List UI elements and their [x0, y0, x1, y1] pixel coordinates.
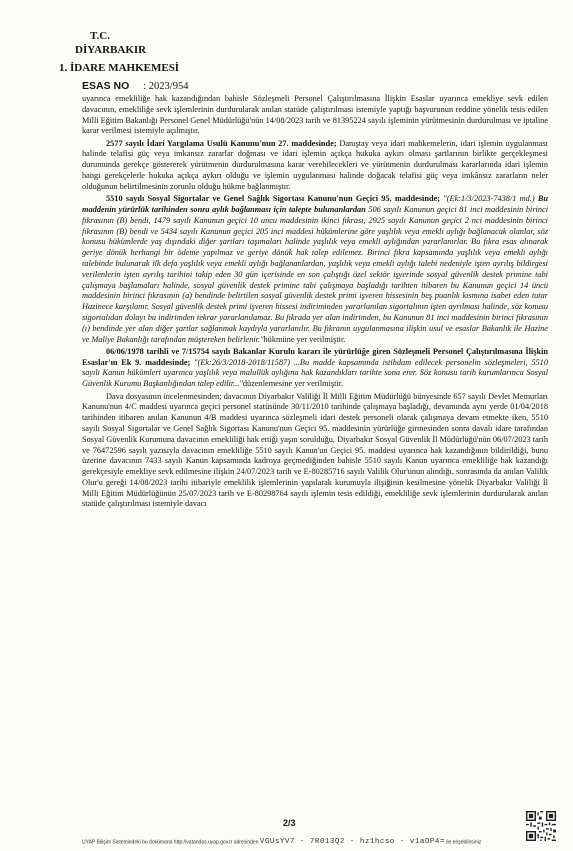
paragraph-3-emphasis: Bu maddenin yürürlük tarihinden sonra aylık bağlanması için talepte bulunanlardan — [82, 194, 548, 214]
paragraph-3-tail: hükmüne yer verilmiştir. — [263, 334, 346, 344]
paragraph-4-tail: düzenlemesine yer verilmiştir. — [242, 379, 344, 389]
paragraph-4-quote: "(Ek:26/3/2018-2018/11587) ...Bu madde kapsamında istihdam edilecek personelin sözleşmeleri, 5510 sayılı Kanun hükümleri uyarınca yaşlılık veya malullük aylığına hak kazandıkları tarihte sona erer. Söz konusu tarih kurumlarınca Sosyal Güvenlik Kurumu Başkanlığından talep edilir..." — [82, 357, 548, 389]
paragraph-2 — [82, 139, 548, 193]
paragraph-4-heading: 06/06/1978 tarihli ve 7/15754 sayılı Bakanlar Kurulu kararı ile yürürlüğe giren Sözleşmeli Personel Çalıştırılmasına İlişkin Esaslar'ın Ek 9. maddesinde; — [82, 346, 548, 367]
paragraph-5-text: Dava dosyasının incelenmesinden; davacının Diyarbakır Valiliği İl Milli Eğitim Müdürlüğü bünyesinde 657 sayılı Devlet Memurları Kanunu'nun 4/C maddesi uyarınca geçici personel statüsünde 30/11/2010 tarihinde çalışmaya başladığı, devamında aynı yerde 01/04/2018 tarihinden itibaren anılan Kanunun 4/B maddesi uyarınca sözleşmeli idari destek personeli olarak çalışmaya devam etmekte iken, 5510 sayılı Sosyal Sigortalar ve Genel Sağlık Sigortası Kanunu'nun Geçici 95. maddesinin yürürlüğe girmesinden sonra davalı idare tarafından Sosyal Güvenlik Kurumuna davacının emekliliği hak ettiği yaşın sorulduğu, Diyarbakır Sosyal Güvenlik İl Müdürlüğü'nün 06/07/2023 tarih ve 76472596 sayılı yazısıyla davacının emekliliğe 5510 sayılı Kanun'un Geçici 95. maddesi uyarınca hak kazandığının bildirildiği, bunu üzerine davacının 7433 sayılı Kanun kapsamında kadroya geçmediğinden bahisle 5510 sayılı Kanun uyarınca emekliliğe hak kazandığı gerekçesiyle emekliye sevk edilmesine ilişkin 24/07/2023 tarih ve E-80285716 sayılı Valilik Olur'unun alındığı, sonrasında da anılan Valilik Olur'u gereği 14/08/2023 tarihi itibariyle emeklilik işlemlerinin yapılarak kurumuyla ilişiğinin kesilmesine yönelik Diyarbakır Valiliği İl Milli Eğitim Müdürlüğünün 25/07/2023 tarih ve E-80298764 sayılı işlemin tesis edildiği, emekliliğe sevk işlemlerinin durdurularak anılan statüde çalıştırılması istemiyle davacı — [82, 391, 548, 509]
qr-code-icon — [526, 811, 556, 841]
paragraph-3 — [82, 194, 548, 345]
footer-text: UYAP Bilişim Sistemindeki bu dokümana http://vatandas.uyap.gov.tr adresinden — [82, 839, 259, 846]
paragraph-2-text: Danıştay veya idari mahkemelerin, idari işlemin uygulanması halinde telafisi güç veya imkansız zararlar doğması ve idari işlemin açıkça hukuka aykırı olması şartlarının birlikte gerçekleşmesi durumunda gerekçe göstererek yürütmenin durdurulmasına karar verebilecekleri ve yürütmenin durdurulması kararlarında idari işlemin hangi gerekçelerle hukuka açıkça aykırı olduğu ve işlemin uygulanması halinde doğacak telafisi güç veya imkânsız zararların neler olduğunun belirtilmesinin zorunlu olduğu hükme bağlanmıştır. — [82, 138, 548, 191]
paragraph-3-quote: 506 sayılı Kanunun geçici 81 inci maddesinin birinci fıkrasının (B) bendi, 1479 sayılı Kanunun geçici 10 uncu maddesinin ikinci fıkrası, 2925 sayılı Kanunun geçici 2 nci maddesinin birinci fıkrasının (B) bendi ve 5434 sayılı Kanunun geçici 205 inci maddesi hükümlerine göre yaşlılık veya emekli aylığı bağlanacak olanlar, söz konusu hükümlerde yaş dışındaki diğer şartları taşımaları halinde yaşlılık veya emekli aylığından yararlanırlar. Bu fıkra esas alınarak geriye dönük herhangi bir ödeme yapılmaz ve geriye dönük hak talep edilemez. Birinci fıkra kapsamında yaşlılık veya emekli aylığı talebinde bulunarak ilk defa yaşlılık veya emekli aylığı bağlananlardan, yaşlılık veya emekli aylığı talebi nedeniyle işten ayrılış bildirgesi verilenlerin işten ayrılış tarihini takip eden 30 gün içerisinde en son çalıştığı özel sektör işyerinde sosyal güvenlik destek primine tabi çalışmaya başlamaları halinde, sosyal güvenlik destek primine tabi çalışmaya başladığı tarihten itibaren bu Kanunun geçici 14 üncü maddesinin birinci fıkrasının (a) bendinde belirtilen sosyal güvenlik destek primi işveren hissesinin beş puanlık kısmına isabet eden tutar Hazinece karşılanır. Sosyal güvenlik destek primi işveren hissesi indiriminden yararlanılan sigortalının işten ayrılması halinde, söz konusu sigortalıdan dolayı bu indirimden tekrar yararlanılamaz. Bu fıkrada yer alan indirimden, bu Kanunun 81 inci maddesinin birinci fıkrasının (ı) bendinde yer alan diğer şartlar sağlanmak kaydıyla yararlanılır. Bu fıkranın uygulanmasına ilişkin usul ve esaslar Bakanlık ile Hazine ve Maliye Bakanlığı tarafından müştereken belirlenir." — [82, 204, 548, 344]
paragraph-3-heading: 5510 sayılı Sosyal Sigortalar ve Genel Sağlık Sigortası Kanunu'nun Geçici 95. maddesinde; — [106, 194, 441, 204]
header-court: 1. İDARE MAHKEMESİ — [59, 62, 180, 74]
paragraph-4 — [82, 347, 548, 390]
document-body — [82, 94, 548, 512]
paragraph-2-heading: 2577 sayılı İdari Yargılama Usulü Kanunu'nun 27. maddesinde; — [106, 138, 337, 148]
paragraph-1 — [82, 94, 548, 137]
esas-no — [82, 80, 188, 92]
esas-label: ESAS NO — [82, 80, 130, 92]
paragraph-5 — [82, 392, 548, 511]
footer-suffix: ile erişebilirsiniz — [446, 839, 482, 846]
page-number: 2/3 — [283, 818, 296, 828]
paragraph-3-quote-start: "(Ek:1/3/2023-7438/1 md.) — [440, 194, 538, 204]
footer-code: VGUsYV7 - 7R013Q2 - hz1hcso - v1aOP4= — [259, 838, 445, 846]
footer — [82, 838, 481, 846]
esas-value: : 2023/954 — [143, 81, 189, 92]
header-city: DİYARBAKIR — [75, 44, 147, 56]
header-tc: T.C. — [90, 30, 110, 42]
paragraph-1-text: uyarınca emekliliğe hak kazandığından bahisle Sözleşmeli Personel Çalıştırılmasına İlişkin Esaslar uyarınca emekliye sevk edilen davacının, emekliliğe sevk işlemlerinin durdurularak anılan statüde çalıştırılması istemiyle yaptığı başvurunun reddine yönelik tesis edilen Milli Eğitim Bakanlığı Personel Genel Müdürlüğü'nün 14/08/2023 tarih ve 81395224 sayılı işleminin yürütmesinin durdurulması ve iptaline karar verilmesi istemiyle açılmıştır. — [82, 94, 548, 136]
